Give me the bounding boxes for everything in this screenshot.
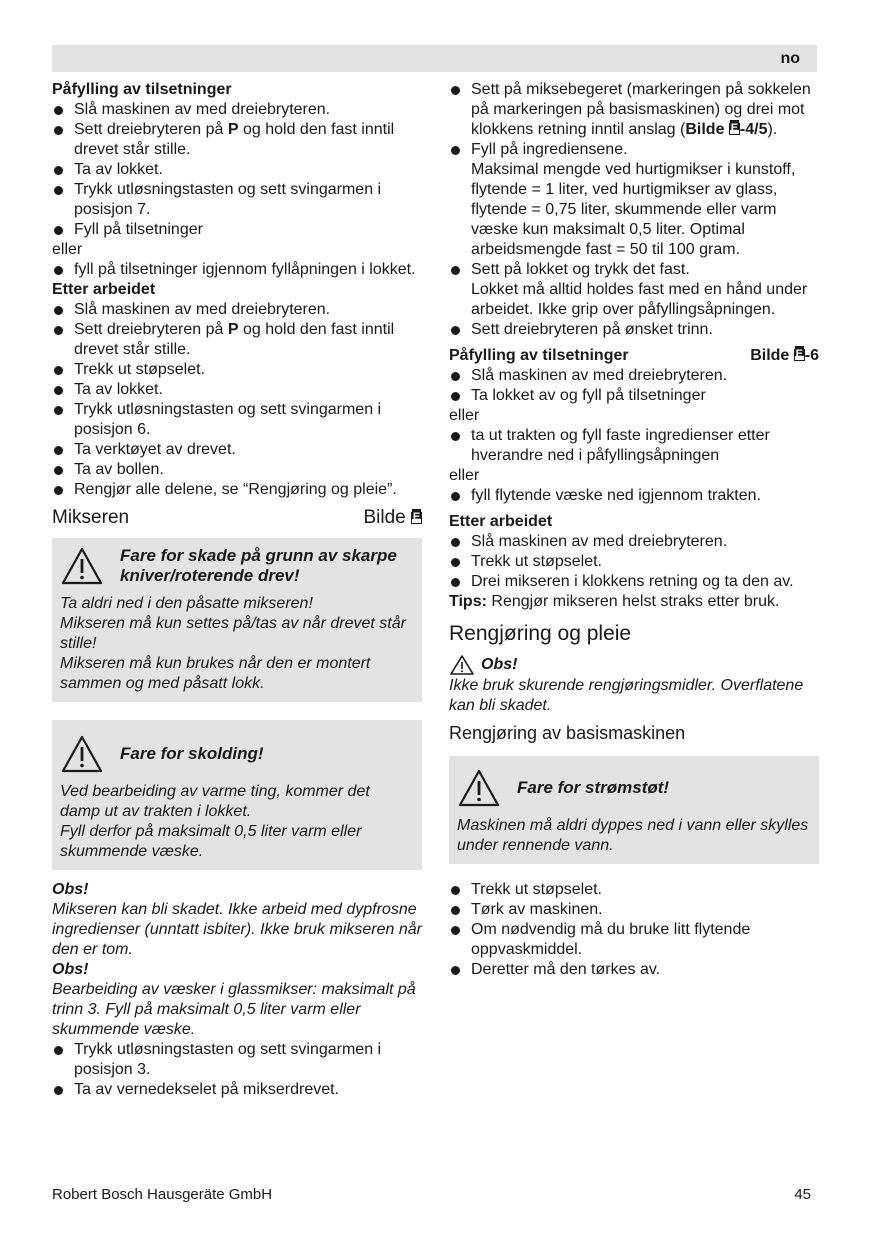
figure-e-icon bbox=[729, 123, 740, 135]
list-item: Rengjør alle delene, se “Rengjøring og pleie”. bbox=[52, 480, 422, 500]
list-item: Fyll på ingrediensene. Maksimal mengde ved hurtigmikser i kunstoff, flytende = 1 liter, ved hurtigmikser av glass, flytende = 0,75 liter, skummende eller varm væske kun maksimalt 0,5 liter. Optimal arbeidsmengde fast = 50 til 100 gram. bbox=[449, 140, 819, 260]
list-item: Ta av lokket. bbox=[52, 160, 422, 180]
warning-title: Fare for strømstøt! bbox=[517, 778, 670, 797]
warning-line: Maskinen må aldri dyppes ned i vann eller skylles under rennende vann. bbox=[457, 817, 809, 854]
list-item: Ta lokket av og fyll på tilsetninger bbox=[449, 386, 819, 406]
list-item: Slå maskinen av med dreiebryteren. bbox=[52, 100, 422, 120]
list-item: Trekk ut støpselet. bbox=[52, 360, 422, 380]
warning-line: Ved bearbeiding av varme ting, kommer det damp ut av trakten i lokket. bbox=[60, 783, 370, 820]
list-item: Trykk utløsningstasten og sett svingarmen i posisjon 3. bbox=[52, 1040, 422, 1080]
warning-triangle-icon bbox=[60, 546, 104, 586]
warning-line: Ta aldri ned i den påsatte mikseren! bbox=[60, 595, 313, 612]
list-item: Sett på miksebegeret (markeringen på sokkelen på markeringen på basismaskinen) og drei mot klokkens retning inntil anslag (Bilde E-4/5). bbox=[449, 80, 819, 140]
figure-e-icon bbox=[794, 349, 805, 361]
mixer-steps-list bbox=[52, 1040, 422, 1100]
warning-line: Mikseren må kun brukes når den er montert sammen og med påsatt lokk. bbox=[60, 655, 371, 692]
after-work-list bbox=[52, 300, 422, 500]
warning-box-blades bbox=[52, 538, 422, 702]
warning-box-scalding bbox=[52, 720, 422, 870]
list-item: Slå maskinen av med dreiebryteren. bbox=[449, 532, 819, 552]
list-item: fyll flytende væske ned igjennom trakten. bbox=[449, 486, 819, 506]
right-column bbox=[449, 80, 819, 980]
or-text: eller bbox=[449, 467, 480, 484]
figure-ref: Bilde E bbox=[363, 506, 422, 530]
list-item: Sett dreiebryteren på P og hold den fast inntil drevet står stille. bbox=[52, 120, 422, 160]
filling-steps-right bbox=[449, 366, 819, 406]
list-item: Tørk av maskinen. bbox=[449, 900, 819, 920]
cleaning-heading: Rengjøring og pleie bbox=[449, 622, 632, 645]
base-cleaning-heading: Rengjøring av basismaskinen bbox=[449, 723, 686, 743]
p-setting: P bbox=[227, 121, 239, 138]
language-code: no bbox=[780, 50, 800, 67]
warning-line: Mikseren må kun settes på/tas av når drevet står stille! bbox=[60, 615, 406, 652]
left-column bbox=[52, 80, 422, 1100]
section-title-after-work-right: Etter arbeidet bbox=[449, 513, 553, 530]
caution-heading: Obs! bbox=[449, 654, 819, 676]
filling-alt-right-2 bbox=[449, 486, 819, 506]
filling-steps-list bbox=[52, 100, 422, 240]
list-item: Ta av lokket. bbox=[52, 380, 422, 400]
list-item: Sett på lokket og trykk det fast. Lokket må alltid holdes fast med en hånd under arbeidet. Ikke grip over påfyllingsåpningen. bbox=[449, 260, 819, 320]
tip: Tips: Rengjør mikseren helst straks etter bruk. bbox=[449, 593, 780, 610]
footer-company: Robert Bosch Hausgeräte GmbH bbox=[52, 1186, 273, 1203]
page-number: 45 bbox=[794, 1186, 811, 1203]
list-item: Trykk utløsningstasten og sett svingarmen i posisjon 6. bbox=[52, 400, 422, 440]
caution-title: Obs! bbox=[52, 881, 89, 898]
warning-title: Fare for skolding! bbox=[120, 744, 264, 763]
list-item: Trykk utløsningstasten og sett svingarmen i posisjon 7. bbox=[52, 180, 422, 220]
warning-title: Fare for skade på grunn av skarpe kniver/roterende drev! bbox=[120, 546, 397, 585]
mikseren-title: Mikseren bbox=[52, 507, 130, 528]
figure-ref: Bilde E-6 bbox=[750, 346, 819, 366]
list-item: Sett dreiebryteren på ønsket trinn. bbox=[449, 320, 819, 340]
after-work-right-list bbox=[449, 532, 819, 592]
list-item: Om nødvendig må du bruke litt flytende oppvaskmiddel. bbox=[449, 920, 819, 960]
list-item: Ta av bollen. bbox=[52, 460, 422, 480]
list-item: Sett dreiebryteren på P og hold den fast inntil drevet står stille. bbox=[52, 320, 422, 360]
warning-line: Fyll derfor på maksimalt 0,5 liter varm eller skummende væske. bbox=[60, 823, 362, 860]
list-item: Ta verktøyet av drevet. bbox=[52, 440, 422, 460]
list-item: Slå maskinen av med dreiebryteren. bbox=[449, 366, 819, 386]
language-header-bar bbox=[52, 45, 817, 72]
base-cleaning-list bbox=[449, 880, 819, 980]
list-item: Fyll på tilsetninger bbox=[52, 220, 422, 240]
warning-box-shock bbox=[449, 756, 819, 864]
figure-e-icon bbox=[411, 512, 422, 524]
list-item: Deretter må den tørkes av. bbox=[449, 960, 819, 980]
or-text: eller bbox=[52, 241, 83, 258]
mikseren-heading bbox=[52, 506, 422, 530]
list-item: Trekk ut støpselet. bbox=[449, 552, 819, 572]
mixer-setup-list bbox=[449, 80, 819, 340]
section-title-filling-right: Påfylling av tilsetninger Bilde E-6 bbox=[449, 346, 819, 366]
warning-triangle-icon bbox=[449, 654, 475, 676]
filling-alt-list bbox=[52, 260, 422, 280]
warning-triangle-icon bbox=[457, 768, 501, 808]
list-item: fyll på tilsetninger igjennom fyllåpningen i lokket. bbox=[52, 260, 422, 280]
list-item: Drei mikseren i klokkens retning og ta den av. bbox=[449, 572, 819, 592]
list-item: Trekk ut støpselet. bbox=[449, 880, 819, 900]
warning-triangle-icon bbox=[60, 734, 104, 774]
section-title-after-work: Etter arbeidet bbox=[52, 281, 156, 298]
filling-alt-right-1 bbox=[449, 426, 819, 466]
or-text: eller bbox=[449, 407, 480, 424]
list-item: Ta av vernedekselet på mikserdrevet. bbox=[52, 1080, 422, 1100]
caution-title: Obs! bbox=[52, 961, 89, 978]
list-item: ta ut trakten og fyll faste ingredienser etter hverandre ned i påfyllingsåpningen bbox=[449, 426, 819, 466]
caution-text: Ikke bruk skurende rengjøringsmidler. Overflatene kan bli skadet. bbox=[449, 677, 804, 714]
section-title-filling: Påfylling av tilsetninger bbox=[52, 81, 232, 98]
caution-text: Bearbeiding av væsker i glassmikser: maksimalt på trinn 3. Fyll på maksimalt 0,5 liter varm eller skummende væske. bbox=[52, 981, 416, 1038]
list-item: Slå maskinen av med dreiebryteren. bbox=[52, 300, 422, 320]
caution-text: Mikseren kan bli skadet. Ikke arbeid med dypfrosne ingredienser (unntatt isbiter). Ikke bruk mikseren når den er tom. bbox=[52, 901, 422, 958]
